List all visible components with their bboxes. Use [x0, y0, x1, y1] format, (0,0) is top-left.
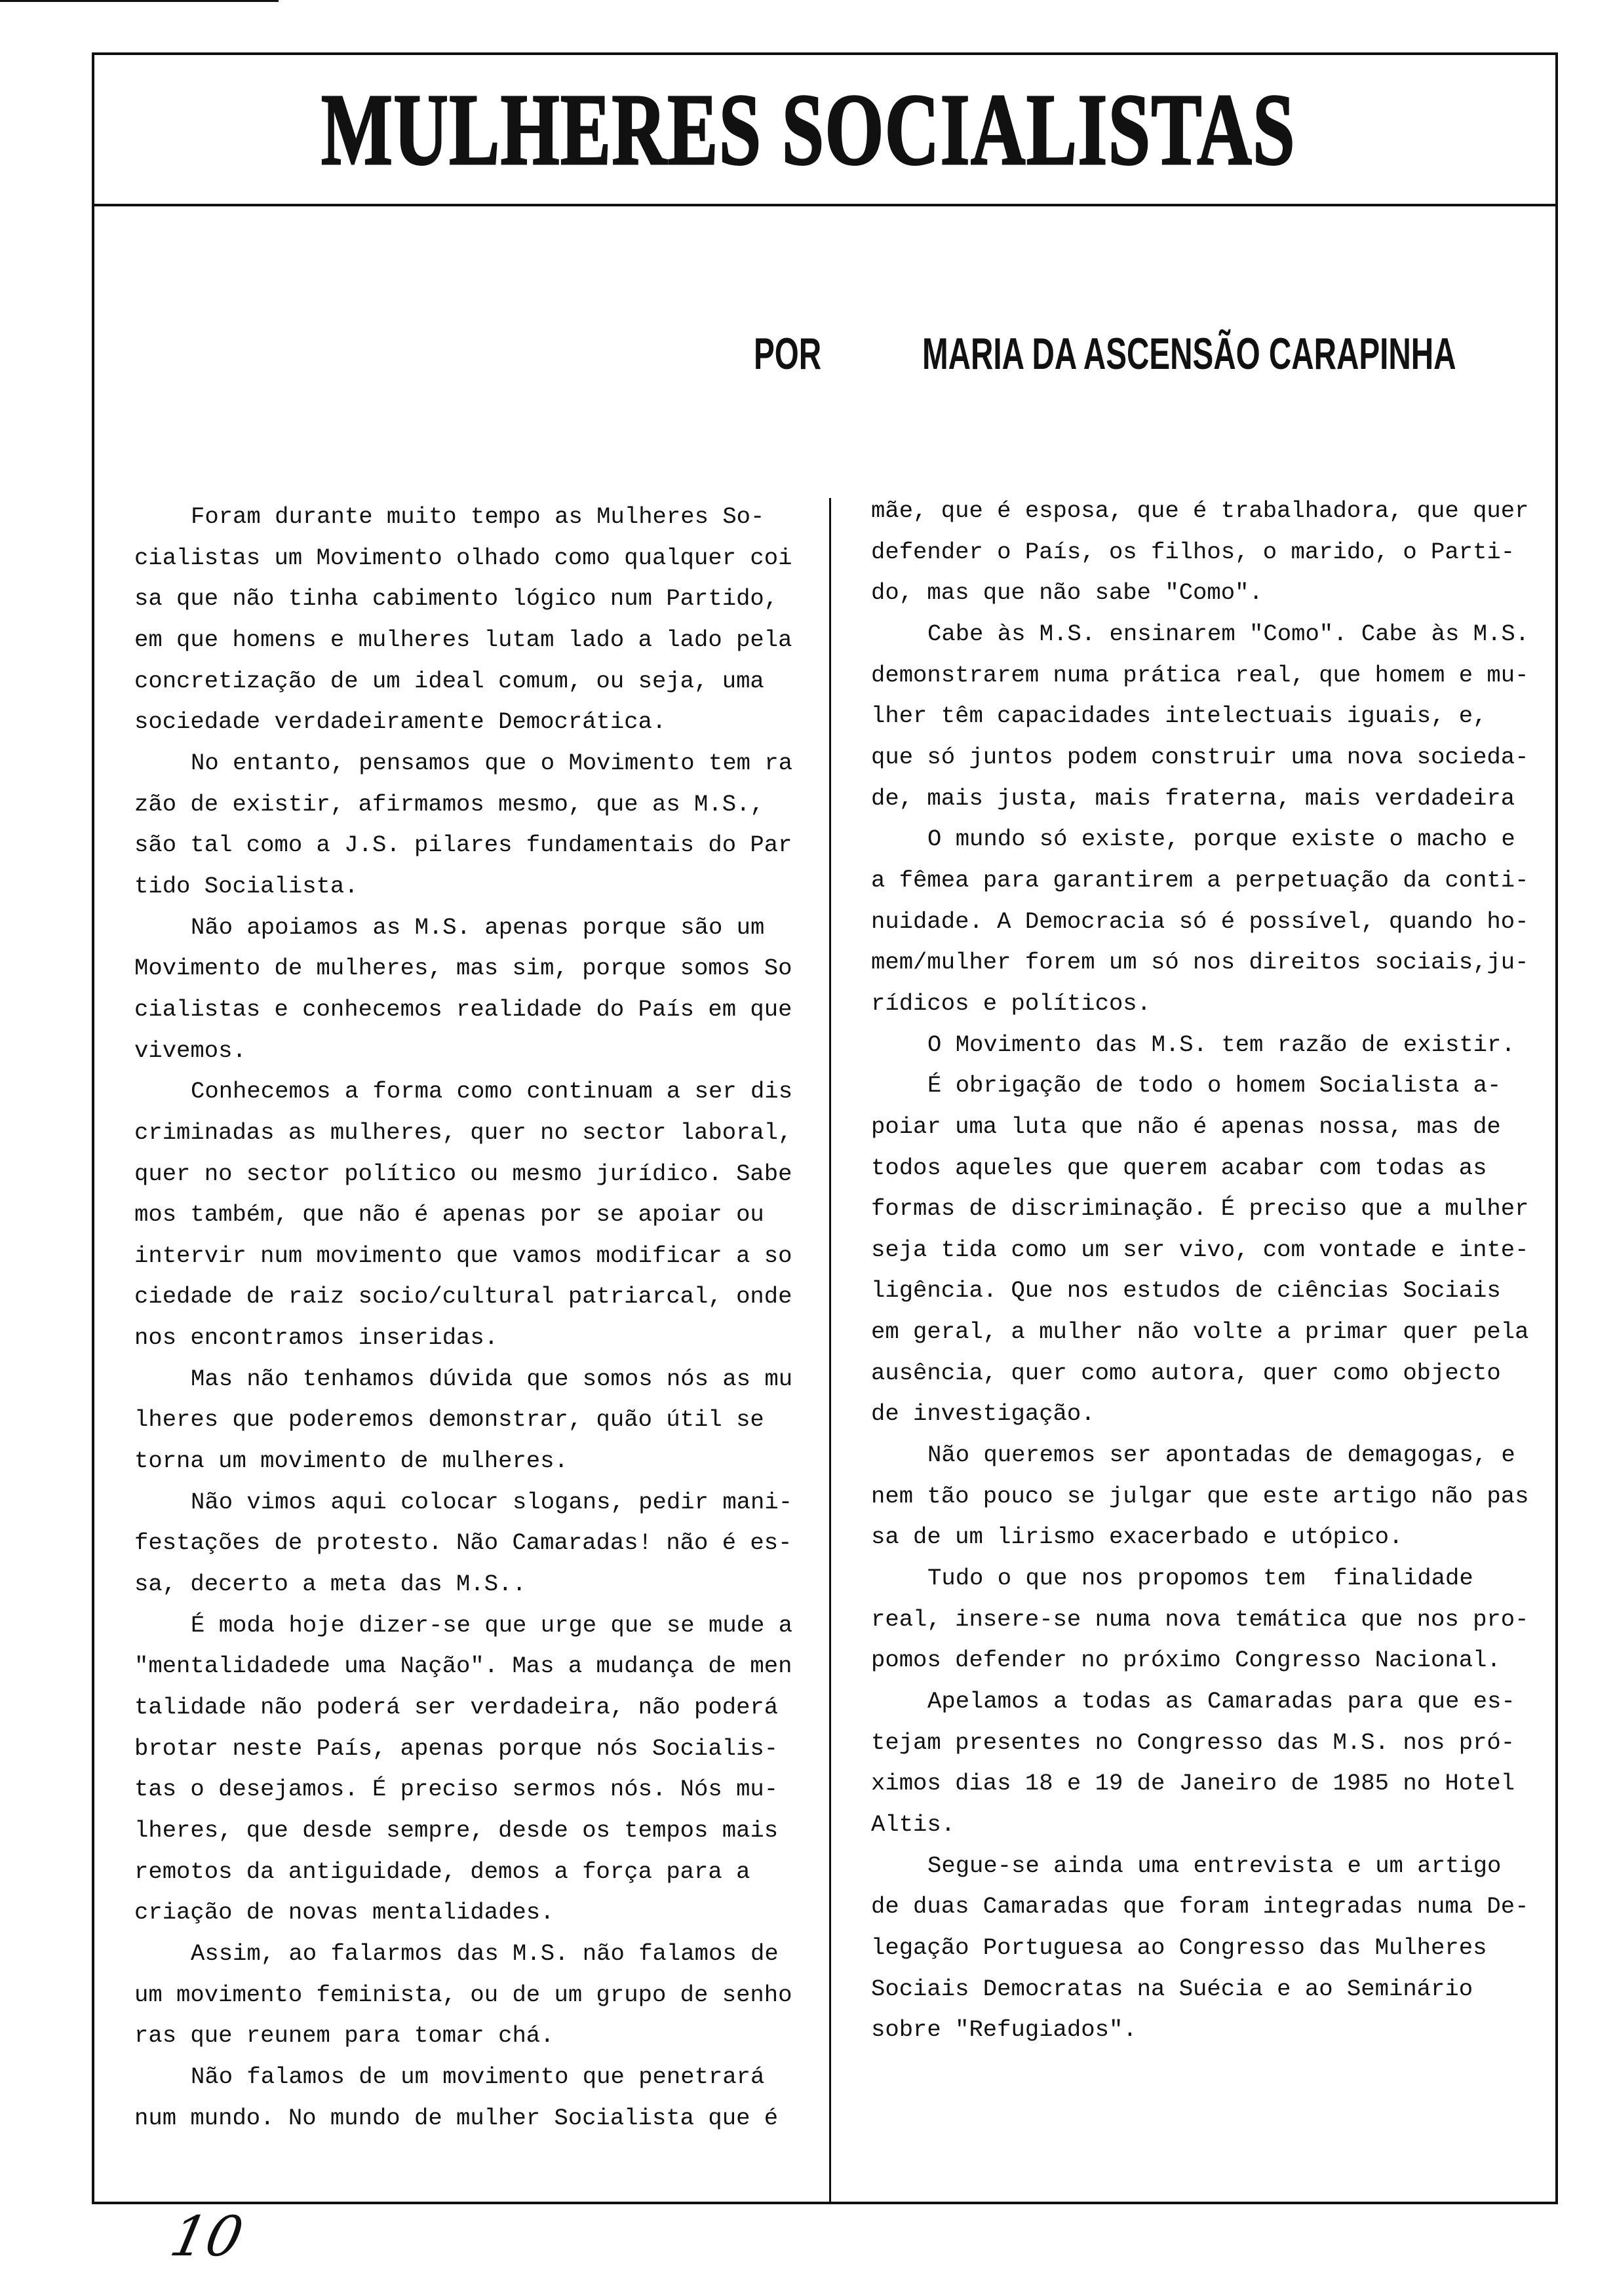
text-line: cialistas e conhecemos realidade do País em que	[134, 995, 792, 1023]
text-line: sobre "Refugiados".	[871, 2016, 1137, 2044]
text-line: Não falamos de um movimento que penetrará	[191, 2063, 765, 2090]
text-line: defender o País, os filhos, o marido, o Parti-	[871, 538, 1515, 565]
text-line: demonstrarem numa prática real, que homem e mu-	[871, 661, 1529, 689]
text-line: que só juntos podem construir uma nova socieda-	[871, 743, 1529, 771]
text-line: todos aqueles que querem acabar com todas as	[871, 1154, 1487, 1181]
text-line: Conhecemos a forma como continuam a ser dis	[191, 1078, 793, 1105]
text-line: talidade não poderá ser verdadeira, não poderá	[134, 1694, 779, 1721]
text-line: lheres, que desde sempre, desde os tempos mais	[134, 1817, 779, 1844]
text-line: sa, decerto a meta das M.S..	[134, 1571, 526, 1598]
text-line: Movimento de mulheres, mas sim, porque somos So	[134, 955, 792, 982]
frame-left	[92, 52, 94, 2204]
text-line: concretização de um ideal comum, ou seja, uma	[134, 667, 764, 695]
text-line: Apelamos a todas as Camaradas para que es-	[927, 1688, 1515, 1715]
text-line: zão de existir, afirmamos mesmo, que as M.S.,	[134, 790, 764, 818]
text-line: nuidade. A Democracia só é possível, quando ho-	[871, 908, 1529, 935]
text-line: Mas não tenhamos dúvida que somos nós as mu	[191, 1365, 793, 1392]
text-line: em que homens e mulheres lutam lado a lado pela	[134, 626, 792, 653]
frame-right	[1555, 52, 1558, 2204]
text-line: mãe, que é esposa, que é trabalhadora, que quer	[871, 497, 1529, 524]
text-line: Altis.	[871, 1811, 956, 1838]
text-line: sa que não tinha cabimento lógico num Partido,	[134, 585, 779, 613]
text-line: num mundo. No mundo de mulher Socialista que é	[134, 2104, 779, 2132]
page-title: MULHERES SOCIALISTAS	[321, 73, 1296, 186]
text-line: Sociais Democratas na Suécia e ao Seminário	[871, 1975, 1473, 2002]
text-line: sociedade verdadeiramente Democrática.	[134, 708, 667, 736]
top-edge-line	[0, 0, 279, 2]
text-line: ras que reunem para tomar chá.	[134, 2022, 555, 2050]
text-line: em geral, a mulher não volte a primar quer pela	[871, 1318, 1529, 1346]
text-line: lheres que poderemos demonstrar, quão útil se	[134, 1406, 764, 1434]
text-line: Tudo o que nos propomos tem finalidade	[927, 1565, 1473, 1592]
text-line: poiar uma luta que não é apenas nossa, mas de	[871, 1113, 1501, 1140]
text-line: "mentalidadede uma Nação". Mas a mudança de men	[134, 1653, 792, 1680]
text-line: são tal como a J.S. pilares fundamentais do Par	[134, 832, 792, 859]
text-line: mos também, que não é apenas por se apoiar ou	[134, 1201, 764, 1229]
text-line: nos encontramos inseridas.	[134, 1324, 499, 1352]
text-line: do, mas que não sabe "Como".	[871, 579, 1263, 607]
text-line: real, insere-se numa nova temática que nos pro-	[871, 1605, 1529, 1633]
text-line: lher têm capacidades intelectuais iguais, e,	[871, 702, 1487, 730]
text-line: tido Socialista.	[134, 872, 359, 900]
text-line: mem/mulher forem um só nos direitos sociais,ju-	[871, 949, 1529, 976]
article-column-right	[871, 491, 1529, 2051]
text-line: vivemos.	[134, 1037, 246, 1064]
text-line: tejam presentes no Congresso das M.S. nos pró-	[871, 1729, 1515, 1756]
text-line: brotar neste País, apenas porque nós Socialis-	[134, 1734, 779, 1762]
text-line: sa de um lirismo exacerbado e utópico.	[871, 1523, 1403, 1551]
text-line: É obrigação de todo o homem Socialista a-	[927, 1072, 1502, 1100]
title-divider	[92, 204, 1558, 206]
page-number: 10	[165, 2204, 249, 2268]
text-line: Segue-se ainda uma entrevista e um artigo	[927, 1852, 1502, 1879]
article-column-left	[134, 497, 792, 2139]
text-line: O mundo só existe, porque existe o macho e	[927, 826, 1515, 853]
text-line: criminadas as mulheres, quer no sector laboral,	[134, 1119, 792, 1146]
text-line: No entanto, pensamos que o Movimento tem ra	[191, 749, 793, 776]
frame-bottom	[92, 2202, 1558, 2204]
text-line: Assim, ao falarmos das M.S. não falamos de	[191, 1940, 779, 1967]
text-line: festações de protesto. Não Camaradas! não é es-	[134, 1529, 792, 1557]
text-line: rídicos e políticos.	[871, 989, 1152, 1017]
text-line: formas de discriminação. É preciso que a mulher	[871, 1195, 1529, 1223]
text-line: O Movimento das M.S. tem razão de existir.	[927, 1031, 1515, 1058]
frame-top	[92, 52, 1558, 55]
text-line: remotos da antiguidade, demos a força para a	[134, 1858, 750, 1885]
text-line: Não apoiamos as M.S. apenas porque são um	[191, 913, 765, 941]
text-line: Foram durante muito tempo as Mulheres So-	[191, 503, 765, 530]
text-line: torna um movimento de mulheres.	[134, 1447, 568, 1475]
text-line: pomos defender no próximo Congresso Nacional.	[871, 1647, 1501, 1674]
text-line: tas o desejamos. É preciso sermos nós. Nós mu-	[134, 1776, 779, 1803]
text-line: Cabe às M.S. ensinarem "Como". Cabe às M.S.	[927, 620, 1530, 647]
text-line: ausência, quer como autora, quer como objecto	[871, 1359, 1501, 1387]
text-line: legação Portuguesa ao Congresso das Mulheres	[871, 1934, 1487, 1961]
text-line: ximos dias 18 e 19 de Janeiro de 1985 no Hotel	[871, 1770, 1515, 1797]
text-line: nem tão pouco se julgar que este artigo não pas	[871, 1482, 1529, 1510]
text-line: de, mais justa, mais fraterna, mais verdadeira	[871, 784, 1515, 812]
text-line: a fêmea para garantirem a perpetuação da conti-	[871, 866, 1529, 894]
text-line: ciedade de raiz socio/cultural patriarcal, onde	[134, 1283, 792, 1311]
byline-author: MARIA DA ASCENSÃO CARAPINHA	[922, 329, 1456, 379]
text-line: de duas Camaradas que foram integradas numa De-	[871, 1893, 1529, 1921]
text-line: seja tida como um ser vivo, com vontade e inte-	[871, 1236, 1529, 1263]
text-line: de investigação.	[871, 1400, 1095, 1428]
text-line: Não queremos ser apontadas de demagogas, e	[927, 1442, 1515, 1469]
text-line: quer no sector político ou mesmo jurídico. Sabe	[134, 1160, 792, 1187]
text-line: Não vimos aqui colocar slogans, pedir mani-	[191, 1488, 793, 1516]
text-line: um movimento feminista, ou de um grupo de senho	[134, 1981, 792, 2008]
text-line: ligência. Que nos estudos de ciências Sociais	[871, 1277, 1501, 1305]
text-line: criação de novas mentalidades.	[134, 1899, 555, 1926]
text-line: cialistas um Movimento olhado como qualquer coi	[134, 544, 792, 571]
text-line: intervir num movimento que vamos modificar a so	[134, 1242, 792, 1269]
text-line: É moda hoje dizer-se que urge que se mude a	[191, 1611, 793, 1639]
column-divider	[829, 498, 831, 2203]
byline-prefix: POR	[754, 329, 822, 379]
